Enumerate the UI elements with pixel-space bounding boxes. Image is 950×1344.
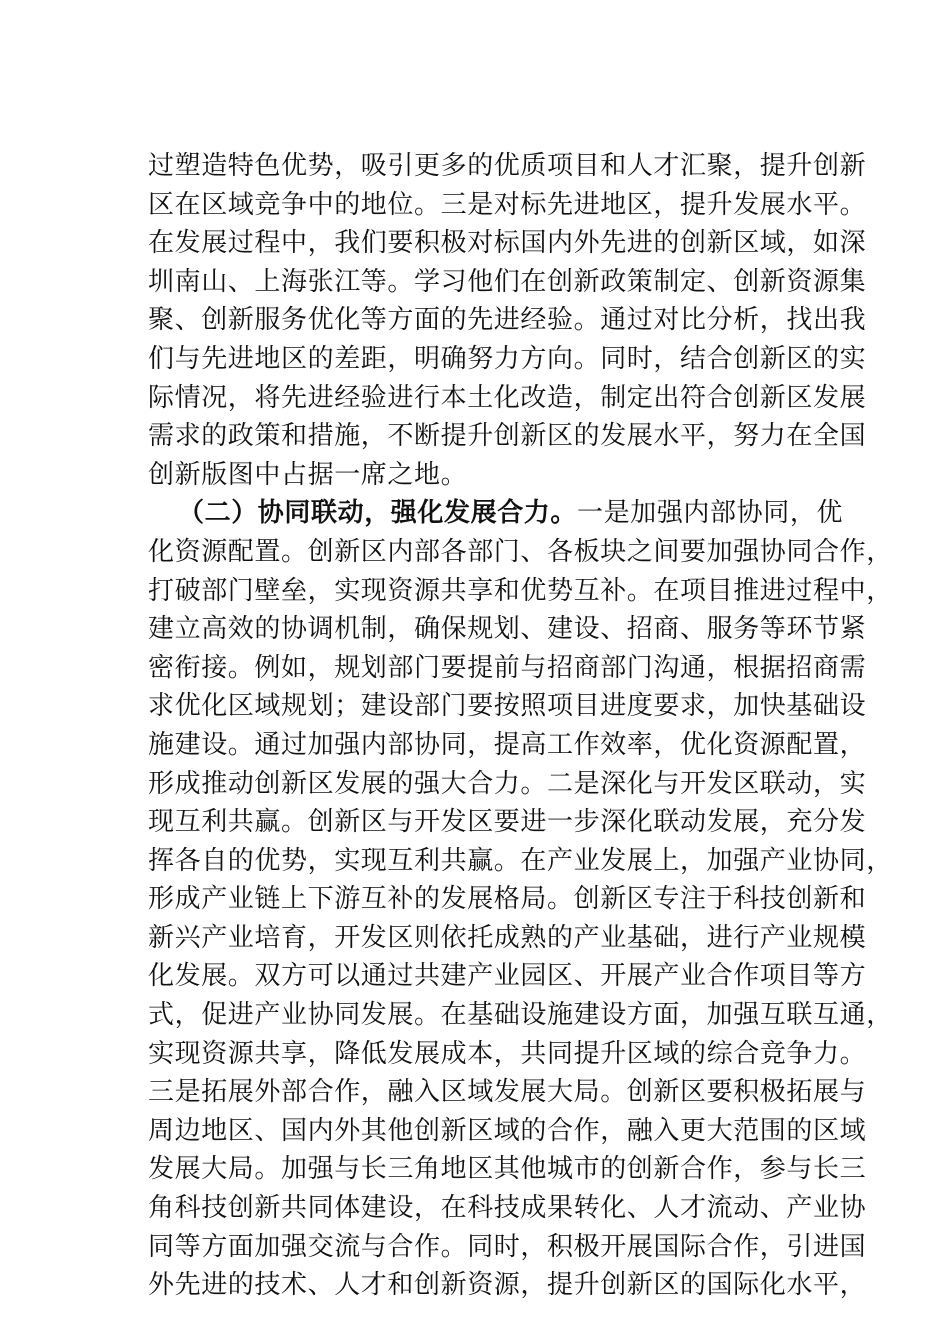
text-line: 挥各自的优势，实现互利共赢。在产业发展上，加强产业协同， [148,845,893,876]
text-line: 际情况，将先进经验进行本土化改造，制定出符合创新区发展 [148,382,867,413]
section-heading: （二）协同联动，强化发展合力。 [178,498,578,529]
text-line: 在发展过程中，我们要积极对标国内外先进的创新区域，如深 [148,228,867,259]
text-line: 化资源配置。创新区内部各部门、各板块之间要加强协同合作， [148,536,893,567]
paragraph-2 [148,494,893,1304]
text-line: 形成推动创新区发展的强大合力。二是深化与开发区联动，实 [148,768,867,799]
text-line: 同等方面加强交流与合作。同时，积极开展国际合作，引进国 [148,1231,867,1262]
text-line: 求优化区域规划；建设部门要按照项目进度要求，加快基础设 [148,691,867,722]
text-line: 式，促进产业协同发展。在基础设施建设方面，加强互联互通， [148,1000,893,1031]
text-line: 建立高效的协调机制，确保规划、建设、招商、服务等环节紧 [148,614,867,645]
document-body [148,147,893,1305]
text-line: 角科技创新共同体建设，在科技成果转化、人才流动、产业协 [148,1193,867,1224]
text-line: 实现资源共享，降低发展成本，共同提升区域的综合竞争力。 [148,1038,867,1069]
paragraph-1 [148,147,867,494]
text-line: 周边地区、国内外其他创新区域的合作，融入更大范围的区域 [148,1115,867,1146]
text-line: 区在区域竞争中的地位。三是对标先进地区，提升发展水平。 [148,189,867,220]
text-line: 们与先进地区的差距，明确努力方向。同时，结合创新区的实 [148,343,867,374]
text-line: 施建设。通过加强内部协同，提高工作效率，优化资源配置， [148,729,867,760]
text-run: 一是加强内部协同，优 [577,498,844,529]
text-line: 圳南山、上海张江等。学习他们在创新政策制定、创新资源集 [148,266,867,297]
text-line: 打破部门壁垒，实现资源共享和优势互补。在项目推进过程中， [148,575,893,606]
text-line: 创新版图中占据一席之地。 [148,459,468,490]
text-line-first [148,494,844,533]
text-line: 现互利共赢。创新区与开发区要进一步深化联动发展，充分发 [148,807,867,838]
text-line: 过塑造特色优势，吸引更多的优质项目和人才汇聚，提升创新 [148,151,867,181]
text-line: 密衔接。例如，规划部门要提前与招商部门沟通，根据招商需 [148,652,867,683]
text-line: 需求的政策和措施，不断提升创新区的发展水平，努力在全国 [148,421,867,452]
text-line: 新兴产业培育，开发区则依托成熟的产业基础，进行产业规模 [148,922,867,953]
text-line: 聚、创新服务优化等方面的先进经验。通过对比分析，找出我 [148,305,867,336]
text-line: 外先进的技术、人才和创新资源，提升创新区的国际化水平， [148,1270,867,1301]
text-line: 形成产业链上下游互补的发展格局。创新区专注于科技创新和 [148,884,867,915]
text-line: 三是拓展外部合作，融入区域发展大局。创新区要积极拓展与 [148,1077,867,1108]
text-line: 发展大局。加强与长三角地区其他城市的创新合作，参与长三 [148,1154,867,1185]
text-line: 化发展。双方可以通过共建产业园区、开展产业合作项目等方 [148,961,867,992]
